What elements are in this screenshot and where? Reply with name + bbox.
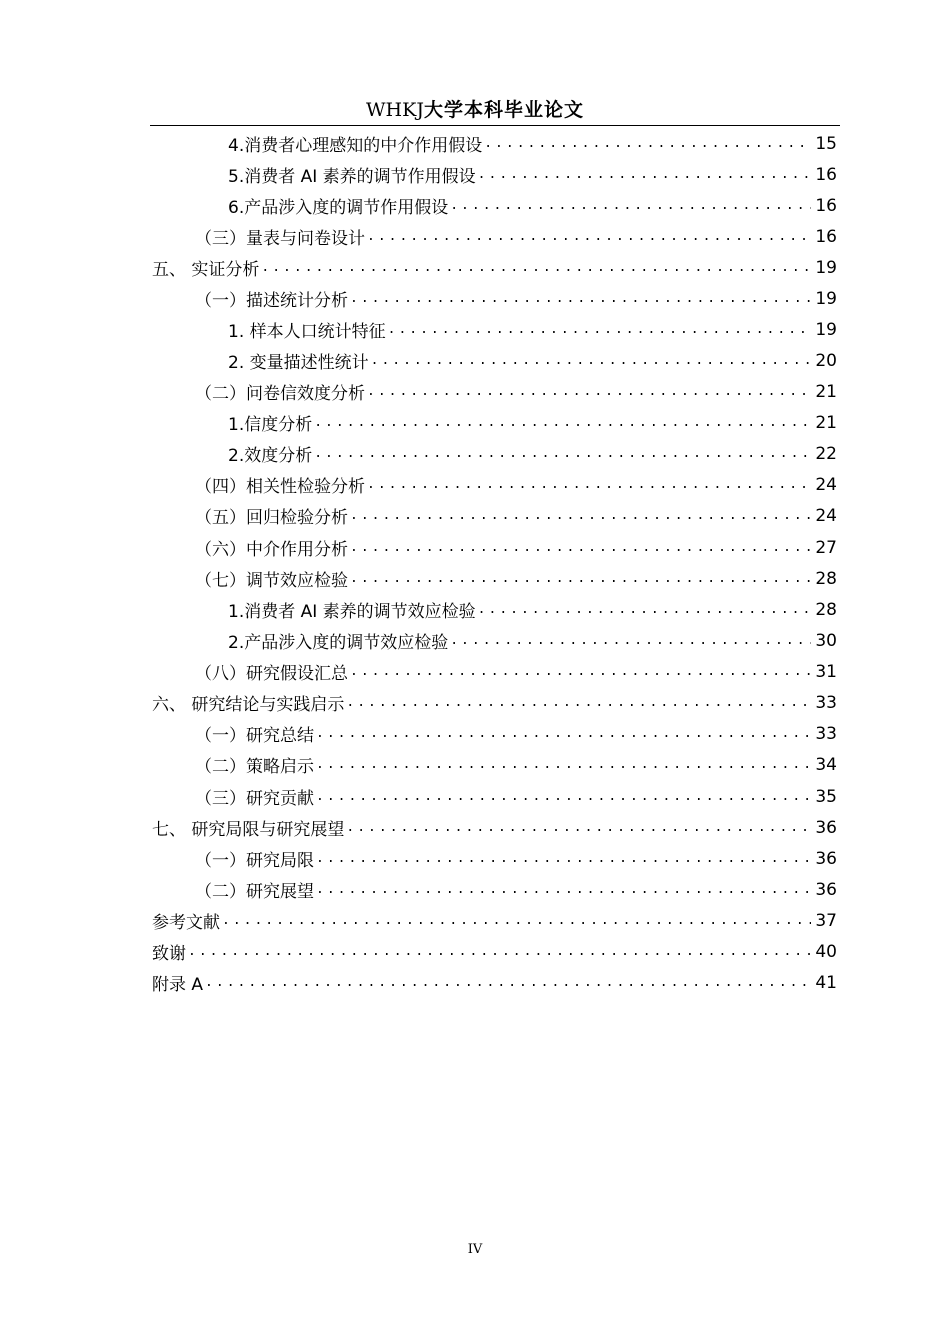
toc-entry-page: 28 [815,599,837,620]
toc-entry-page: 24 [815,505,837,526]
toc-entry-page: 31 [815,661,837,682]
toc-entry-title: （一）研究总结 [195,726,314,746]
toc-entry-title: （二）研究展望 [195,882,314,902]
toc-entry-page: 20 [815,350,837,371]
toc-entry-title: （四）相关性检验分析 [195,477,365,497]
toc-dot-leader [350,656,811,687]
toc-entry[interactable] [228,625,837,656]
toc-entry-page: 35 [815,786,837,807]
toc-dot-leader [367,221,811,252]
toc-entry-page: 28 [815,568,837,589]
toc-dot-leader [350,563,811,594]
toc-dot-leader [478,594,811,625]
toc-dot-leader [261,252,811,283]
header-rule [150,125,840,126]
toc-entry[interactable] [195,656,837,687]
toc-entry[interactable] [152,812,837,843]
toc-entry[interactable] [195,500,837,531]
toc-dot-leader [314,407,811,438]
toc-entry[interactable] [228,190,837,221]
toc-entry[interactable] [195,563,837,594]
toc-entry-page: 34 [815,754,837,775]
toc-entry-title: 2. 变量描述性统计 [228,353,369,373]
toc-entry[interactable] [195,749,837,780]
toc-entry[interactable] [195,376,837,407]
toc-entry-title: 2.效度分析 [228,446,313,466]
toc-entry[interactable] [152,936,837,967]
toc-entry-page: 27 [815,537,837,558]
toc-entry-page: 19 [815,288,837,309]
toc-entry-title: 附录 A [152,975,204,995]
toc-entry-title: 七、 研究局限与研究展望 [152,820,345,840]
toc-dot-leader [316,843,811,874]
toc-entry-title: 1. 样本人口统计特征 [228,322,386,342]
toc-entry-title: 4.消费者心理感知的中介作用假设 [228,136,483,156]
toc-dot-leader [350,500,811,531]
toc-entry-page: 41 [815,972,837,993]
toc-dot-leader [388,314,811,345]
toc-entry-title: 1.信度分析 [228,415,313,435]
toc-dot-leader [316,874,811,905]
toc-entry[interactable] [195,781,837,812]
header-institution: WHKJ [366,99,424,121]
toc-entry[interactable] [195,718,837,749]
toc-entry[interactable] [228,438,837,469]
toc-entry-title: （二）问卷信效度分析 [195,384,365,404]
toc-entry-page: 16 [815,226,837,247]
toc-entry[interactable] [228,407,837,438]
toc-dot-leader [478,159,811,190]
toc-entry-page: 36 [815,879,837,900]
toc-entry-page: 36 [815,848,837,869]
toc-entry[interactable] [228,594,837,625]
toc-entry-title: （七）调节效应检验 [195,571,348,591]
toc-dot-leader [350,532,811,563]
toc-dot-leader [367,469,811,500]
toc-entry-title: （三）量表与问卷设计 [195,229,365,249]
toc-entry-title: 1.消费者 AI 素养的调节效应检验 [228,602,476,622]
toc-entry[interactable] [195,874,837,905]
toc-entry[interactable] [195,469,837,500]
toc-entry-title: 致谢 [152,944,186,964]
toc-entry-title: （一）描述统计分析 [195,291,348,311]
toc-entry-page: 19 [815,319,837,340]
toc-dot-leader [316,749,811,780]
toc-entry-title: （一）研究局限 [195,851,314,871]
page-header [0,95,950,124]
toc-entry-page: 37 [815,910,837,931]
toc-entry-page: 33 [815,692,837,713]
toc-dot-leader [316,718,811,749]
toc-dot-leader [350,283,811,314]
toc-dot-leader [346,687,811,718]
toc-entry-title: 5.消费者 AI 素养的调节作用假设 [228,167,476,187]
toc-entry-page: 21 [815,412,837,433]
toc-entry[interactable] [228,128,837,159]
toc-entry-title: （五）回归检验分析 [195,508,348,528]
toc-entry-page: 16 [815,164,837,185]
toc-entry[interactable] [195,283,837,314]
toc-entry[interactable] [152,252,837,283]
toc-dot-leader [450,190,811,221]
toc-entry-title: （六）中介作用分析 [195,540,348,560]
toc-entry-title: 五、 实证分析 [152,260,260,280]
toc-entry-title: 2.产品涉入度的调节效应检验 [228,633,449,653]
toc-entry[interactable] [152,905,837,936]
toc-entry[interactable] [195,532,837,563]
toc-entry-page: 30 [815,630,837,651]
toc-entry-page: 36 [815,817,837,838]
toc-entry-page: 24 [815,474,837,495]
toc-entry-page: 33 [815,723,837,744]
toc-dot-leader [367,376,811,407]
toc-dot-leader [316,781,811,812]
toc-entry[interactable] [228,314,837,345]
toc-entry[interactable] [228,159,837,190]
toc-entry[interactable] [228,345,837,376]
page-number: IV [467,1242,483,1257]
toc-dot-leader [188,936,811,967]
toc-dot-leader [484,128,811,159]
toc-entry-page: 15 [815,133,837,154]
toc-dot-leader [371,345,811,376]
toc-entry[interactable] [152,687,837,718]
toc-dot-leader [222,905,811,936]
toc-entry-page: 19 [815,257,837,278]
toc-entry-title: 6.产品涉入度的调节作用假设 [228,198,449,218]
header-title: 大学本科毕业论文 [423,99,584,121]
toc-dot-leader [450,625,811,656]
toc-entry-page: 16 [815,195,837,216]
toc-entry[interactable] [195,221,837,252]
toc-dot-leader [346,812,811,843]
toc-entry-title: 参考文献 [152,913,220,933]
toc-entry-page: 21 [815,381,837,402]
toc-entry-page: 40 [815,941,837,962]
toc-dot-leader [314,438,811,469]
toc-entry[interactable] [195,843,837,874]
toc-entry-title: （三）研究贡献 [195,789,314,809]
toc-entry-title: （二）策略启示 [195,757,314,777]
toc-dot-leader [205,967,811,998]
toc-entry-page: 22 [815,443,837,464]
toc-entry[interactable] [152,967,837,998]
toc-entry-title: （八）研究假设汇总 [195,664,348,684]
toc-entry-title: 六、 研究结论与实践启示 [152,695,345,715]
